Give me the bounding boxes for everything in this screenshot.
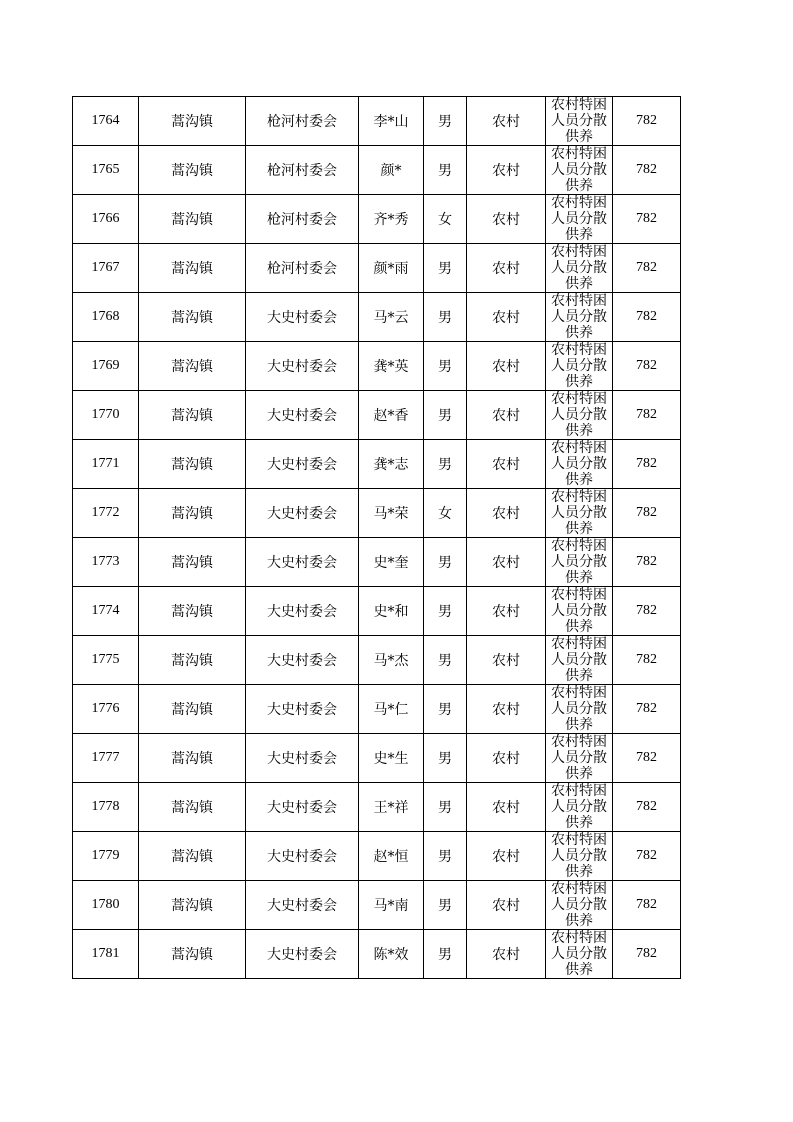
category-text: 农村特困人员分散供养 [551,440,607,488]
name-cell: 李*山 [359,97,424,146]
gender-cell: 男 [424,685,467,734]
table-row [73,587,681,636]
name-cell: 王*祥 [359,783,424,832]
gender-cell: 男 [424,930,467,979]
category-cell [546,146,613,195]
area-cell: 农村 [467,685,546,734]
name-cell: 龚*英 [359,342,424,391]
gender-cell: 男 [424,587,467,636]
amount-cell: 782 [613,783,681,832]
village-cell: 大史村委会 [246,489,359,538]
category-text: 农村特困人员分散供养 [551,930,607,978]
town-cell: 蒿沟镇 [139,97,246,146]
row-number: 1770 [73,391,139,440]
village-cell: 大史村委会 [246,440,359,489]
village-cell: 大史村委会 [246,293,359,342]
town-cell: 蒿沟镇 [139,440,246,489]
gender-cell: 男 [424,146,467,195]
table-row [73,685,681,734]
amount-cell: 782 [613,587,681,636]
category-text: 农村特困人员分散供养 [551,636,607,684]
row-number: 1766 [73,195,139,244]
village-cell: 大史村委会 [246,685,359,734]
category-text: 农村特困人员分散供养 [551,293,607,341]
row-number: 1769 [73,342,139,391]
area-cell: 农村 [467,97,546,146]
amount-cell: 782 [613,146,681,195]
area-cell: 农村 [467,881,546,930]
table-row [73,195,681,244]
name-cell: 史*生 [359,734,424,783]
category-cell [546,97,613,146]
table-row [73,881,681,930]
category-text: 农村特困人员分散供养 [551,832,607,880]
category-text: 农村特困人员分散供养 [551,587,607,635]
category-cell [546,342,613,391]
area-cell: 农村 [467,195,546,244]
category-text: 农村特困人员分散供养 [551,538,607,586]
name-cell: 马*云 [359,293,424,342]
village-cell: 大史村委会 [246,587,359,636]
area-cell: 农村 [467,391,546,440]
gender-cell: 女 [424,489,467,538]
category-text: 农村特困人员分散供养 [551,783,607,831]
town-cell: 蒿沟镇 [139,195,246,244]
town-cell: 蒿沟镇 [139,832,246,881]
row-number: 1780 [73,881,139,930]
row-number: 1768 [73,293,139,342]
town-cell: 蒿沟镇 [139,342,246,391]
town-cell: 蒿沟镇 [139,587,246,636]
amount-cell: 782 [613,342,681,391]
amount-cell: 782 [613,930,681,979]
category-cell [546,685,613,734]
table-row [73,440,681,489]
name-cell: 赵*恒 [359,832,424,881]
table-row [73,97,681,146]
town-cell: 蒿沟镇 [139,881,246,930]
village-cell: 大史村委会 [246,734,359,783]
area-cell: 农村 [467,244,546,293]
category-text: 农村特困人员分散供养 [551,146,607,194]
table-body [73,97,681,979]
village-cell: 大史村委会 [246,881,359,930]
town-cell: 蒿沟镇 [139,489,246,538]
name-cell: 马*荣 [359,489,424,538]
town-cell: 蒿沟镇 [139,685,246,734]
name-cell: 颜* [359,146,424,195]
row-number: 1767 [73,244,139,293]
category-cell [546,391,613,440]
town-cell: 蒿沟镇 [139,783,246,832]
category-cell [546,587,613,636]
name-cell: 史*和 [359,587,424,636]
village-cell: 大史村委会 [246,783,359,832]
amount-cell: 782 [613,244,681,293]
village-cell: 枪河村委会 [246,195,359,244]
category-cell [546,195,613,244]
village-cell: 大史村委会 [246,930,359,979]
area-cell: 农村 [467,734,546,783]
amount-cell: 782 [613,538,681,587]
table-row [73,930,681,979]
table-row [73,783,681,832]
table-row [73,244,681,293]
category-cell [546,636,613,685]
category-text: 农村特困人员分散供养 [551,342,607,390]
gender-cell: 男 [424,734,467,783]
town-cell: 蒿沟镇 [139,734,246,783]
village-cell: 枪河村委会 [246,146,359,195]
gender-cell: 男 [424,97,467,146]
category-text: 农村特困人员分散供养 [551,97,607,145]
area-cell: 农村 [467,930,546,979]
row-number: 1772 [73,489,139,538]
gender-cell: 男 [424,244,467,293]
category-cell [546,832,613,881]
name-cell: 陈*效 [359,930,424,979]
town-cell: 蒿沟镇 [139,244,246,293]
gender-cell: 男 [424,832,467,881]
table-row [73,391,681,440]
name-cell: 史*奎 [359,538,424,587]
name-cell: 齐*秀 [359,195,424,244]
category-cell [546,293,613,342]
table-row [73,734,681,783]
area-cell: 农村 [467,636,546,685]
category-text: 农村特困人员分散供养 [551,734,607,782]
area-cell: 农村 [467,587,546,636]
category-cell [546,881,613,930]
row-number: 1777 [73,734,139,783]
gender-cell: 男 [424,783,467,832]
gender-cell: 男 [424,881,467,930]
category-text: 农村特困人员分散供养 [551,195,607,243]
gender-cell: 男 [424,538,467,587]
amount-cell: 782 [613,636,681,685]
village-cell: 大史村委会 [246,342,359,391]
table-row [73,489,681,538]
amount-cell: 782 [613,97,681,146]
row-number: 1764 [73,97,139,146]
roster-sheet [72,96,681,979]
gender-cell: 男 [424,440,467,489]
category-cell [546,930,613,979]
row-number: 1773 [73,538,139,587]
amount-cell: 782 [613,881,681,930]
row-number: 1781 [73,930,139,979]
row-number: 1778 [73,783,139,832]
name-cell: 赵*香 [359,391,424,440]
category-cell [546,489,613,538]
row-number: 1774 [73,587,139,636]
table-row [73,342,681,391]
amount-cell: 782 [613,685,681,734]
gender-cell: 男 [424,293,467,342]
area-cell: 农村 [467,538,546,587]
town-cell: 蒿沟镇 [139,930,246,979]
name-cell: 马*杰 [359,636,424,685]
category-cell [546,244,613,293]
town-cell: 蒿沟镇 [139,146,246,195]
category-cell [546,538,613,587]
category-cell [546,440,613,489]
category-text: 农村特困人员分散供养 [551,685,607,733]
beneficiary-table [72,96,681,979]
row-number: 1771 [73,440,139,489]
table-row [73,832,681,881]
amount-cell: 782 [613,489,681,538]
amount-cell: 782 [613,832,681,881]
category-text: 农村特困人员分散供养 [551,391,607,439]
gender-cell: 女 [424,195,467,244]
category-cell [546,783,613,832]
gender-cell: 男 [424,636,467,685]
category-cell [546,734,613,783]
gender-cell: 男 [424,391,467,440]
area-cell: 农村 [467,146,546,195]
row-number: 1775 [73,636,139,685]
area-cell: 农村 [467,293,546,342]
area-cell: 农村 [467,832,546,881]
area-cell: 农村 [467,342,546,391]
name-cell: 马*仁 [359,685,424,734]
village-cell: 枪河村委会 [246,97,359,146]
table-row [73,293,681,342]
village-cell: 大史村委会 [246,391,359,440]
amount-cell: 782 [613,293,681,342]
table-row [73,146,681,195]
amount-cell: 782 [613,440,681,489]
table-row [73,538,681,587]
amount-cell: 782 [613,734,681,783]
town-cell: 蒿沟镇 [139,391,246,440]
town-cell: 蒿沟镇 [139,538,246,587]
village-cell: 大史村委会 [246,538,359,587]
area-cell: 农村 [467,783,546,832]
amount-cell: 782 [613,391,681,440]
amount-cell: 782 [613,195,681,244]
name-cell: 马*南 [359,881,424,930]
village-cell: 大史村委会 [246,636,359,685]
category-text: 农村特困人员分散供养 [551,881,607,929]
town-cell: 蒿沟镇 [139,636,246,685]
area-cell: 农村 [467,489,546,538]
table-row [73,636,681,685]
gender-cell: 男 [424,342,467,391]
village-cell: 枪河村委会 [246,244,359,293]
row-number: 1776 [73,685,139,734]
town-cell: 蒿沟镇 [139,293,246,342]
name-cell: 颜*雨 [359,244,424,293]
category-text: 农村特困人员分散供养 [551,244,607,292]
village-cell: 大史村委会 [246,832,359,881]
area-cell: 农村 [467,440,546,489]
category-text: 农村特困人员分散供养 [551,489,607,537]
name-cell: 龚*志 [359,440,424,489]
row-number: 1765 [73,146,139,195]
row-number: 1779 [73,832,139,881]
